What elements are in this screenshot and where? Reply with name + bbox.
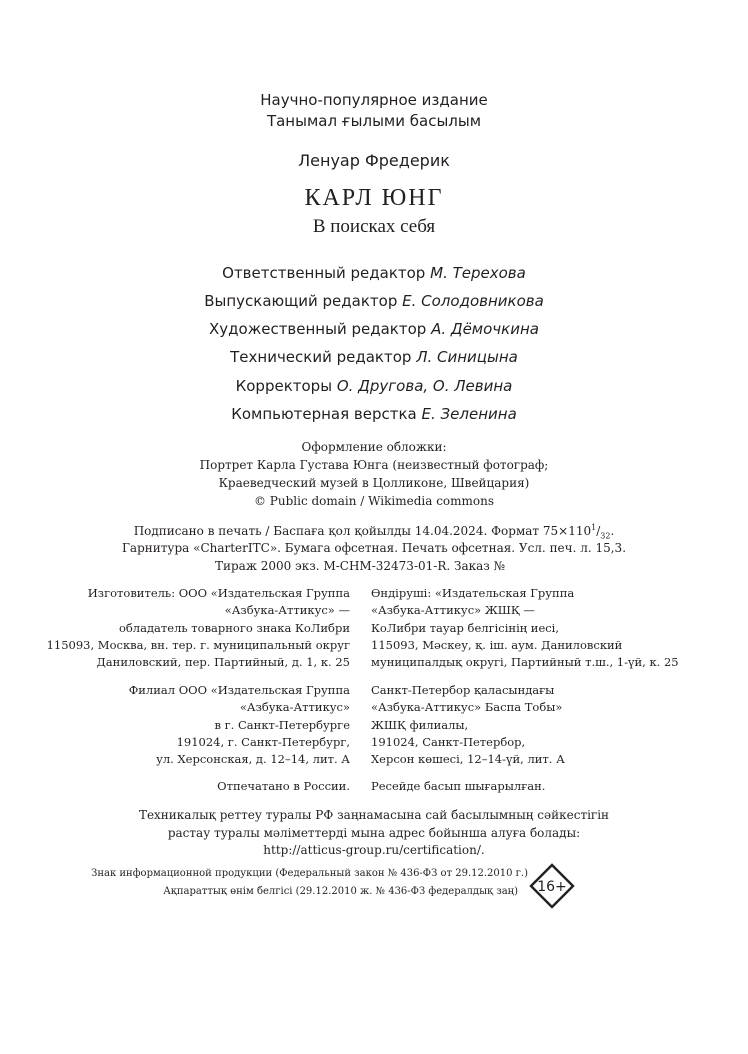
credit-name: Е. Зеленина bbox=[421, 405, 517, 423]
branch-ru-line: Филиал ООО «Издательская Группа bbox=[128, 683, 350, 697]
manufacturer-ru-line: Даниловский, пер. Партийный, д. 1, к. 25 bbox=[96, 655, 350, 670]
printed-kz: Ресейде басып шығарылған. bbox=[371, 779, 546, 793]
credit-line bbox=[0, 377, 748, 395]
format-numerator: 1 bbox=[591, 523, 597, 532]
credit-name: Е. Солодовникова bbox=[402, 292, 544, 310]
cover-line: © Public domain / Wikimedia commons bbox=[253, 494, 495, 508]
manufacturer-ru-line: «Азбука-Аттикус» — bbox=[224, 603, 350, 618]
credit-role: Ответственный редактор bbox=[222, 264, 426, 282]
cover-line: Портрет Карла Густава Юнга (неизвестный фотограф; bbox=[199, 458, 549, 472]
branch-kz-line: Санкт-Петербор қаласындағы bbox=[371, 683, 555, 697]
branch-ru-line: в г. Санкт-Петербурге bbox=[214, 717, 350, 732]
print-info-line: Тираж 2000 экз. M-CHM-32473-01-R. Заказ № bbox=[215, 559, 505, 573]
branch-kz-line: ЖШҚ филиалы, bbox=[371, 717, 469, 732]
manufacturer-ru bbox=[47, 585, 350, 671]
manufacturer-ru-line: Изготовитель: ООО «Издательская Группа bbox=[87, 586, 350, 600]
branch-kz-line: «Азбука-Аттикус» Баспа Тобы» bbox=[371, 700, 563, 715]
credit-line bbox=[0, 348, 748, 366]
credit-role: Компьютерная верстка bbox=[231, 405, 417, 423]
credit-role: Выпускающий редактор bbox=[204, 292, 398, 310]
branch-kz-line: 191024, Санкт-Петербор, bbox=[371, 734, 526, 749]
manufacturer-kz-line: Өндіруші: «Издательская Группа bbox=[371, 586, 575, 600]
branch-kz-line: Херсон көшесі, 12–14-үй, лит. А bbox=[371, 752, 565, 767]
format-denominator: 32 bbox=[600, 531, 611, 541]
branch-ru bbox=[129, 682, 350, 768]
credit-line bbox=[0, 292, 748, 310]
print-info-line: Гарнитура «CharterITC». Бумага офсетная. Печать офсетная. Усл. печ. л. 15,3. bbox=[121, 541, 627, 555]
credit-line bbox=[0, 264, 748, 282]
certification-line: растау туралы мәліметтерді мына адрес бойынша алуға болады: bbox=[167, 826, 581, 840]
manufacturer-kz-line: 115093, Мәскеу, қ. іш. аум. Даниловский bbox=[371, 637, 623, 652]
manufacturer-kz-line: муниципалдық округі, Партийный т.ш., 1-үй, к. 25 bbox=[371, 655, 679, 670]
age-rating-text: 16+ bbox=[537, 879, 567, 895]
credit-name: Л. Синицына bbox=[416, 348, 518, 366]
manufacturer-kz-line: КоЛибри тауар белгісінің иесі, bbox=[371, 620, 560, 635]
credit-name: О. Другова, О. Левина bbox=[336, 377, 513, 395]
certification-url: http://atticus-group.ru/certification/. bbox=[263, 843, 485, 857]
credit-name: М. Терехова bbox=[430, 264, 526, 282]
print-line-end: . bbox=[610, 524, 615, 538]
print-date-format: Подписано в печать / Баспаға қол қойылды 14.04.2024. Формат 75×110 bbox=[133, 524, 592, 538]
book-title: КАРЛ ЮНГ bbox=[304, 185, 444, 211]
info-sign-ru: Знак информационной продукции (Федеральный закон № 436-ФЗ от 29.12.2010 г.) bbox=[91, 868, 528, 879]
manufacturer-ru-line: обладатель товарного знака КоЛибри bbox=[118, 620, 350, 635]
edition-type-ru: Научно-популярное издание bbox=[260, 91, 488, 109]
credit-line bbox=[0, 405, 748, 423]
manufacturer-kz bbox=[371, 585, 679, 671]
credit-role: Художественный редактор bbox=[209, 320, 427, 338]
cover-heading: Оформление обложки: bbox=[301, 440, 447, 454]
branch-ru-line: ул. Херсонская, д. 12–14, лит. А bbox=[156, 752, 350, 767]
info-sign-kz: Ақпараттық өнім белгісі (29.12.2010 ж. № 436-ФЗ федералдық заң) bbox=[163, 886, 518, 897]
branch-ru-line: 191024, г. Санкт-Петербург, bbox=[176, 734, 350, 749]
age-rating-badge bbox=[529, 863, 575, 909]
manufacturer-kz-line: «Азбука-Аттикус» ЖШҚ — bbox=[371, 603, 535, 618]
credit-role: Технический редактор bbox=[230, 348, 412, 366]
credit-name: А. Дёмочкина bbox=[431, 320, 539, 338]
certification-line: Техникалық реттеу туралы РФ заңнамасына сай басылымның сәйкестігін bbox=[138, 808, 610, 822]
cover-line: Краеведческий музей в Цолликоне, Швейцария) bbox=[218, 476, 530, 490]
printed-ru: Отпечатано в России. bbox=[217, 779, 350, 793]
author-name: Ленуар Фредерик bbox=[298, 151, 450, 170]
print-info-line: Подписано в печать / Баспаға қол қойылды 14.04.2024. Формат $75\times 110^1/_{32}$. bbox=[133, 523, 615, 541]
age-rating-diamond bbox=[529, 863, 575, 909]
credit-role: Корректоры bbox=[235, 377, 333, 395]
edition-type-kz: Танымал ғылыми басылым bbox=[266, 112, 482, 130]
branch-ru-line: «Азбука-Аттикус» bbox=[239, 700, 350, 715]
manufacturer-ru-line: 115093, Москва, вн. тер. г. муниципальный округ bbox=[46, 637, 350, 652]
credit-line bbox=[0, 320, 748, 338]
branch-kz bbox=[371, 682, 565, 768]
book-subtitle: В поисках себя bbox=[312, 216, 436, 237]
